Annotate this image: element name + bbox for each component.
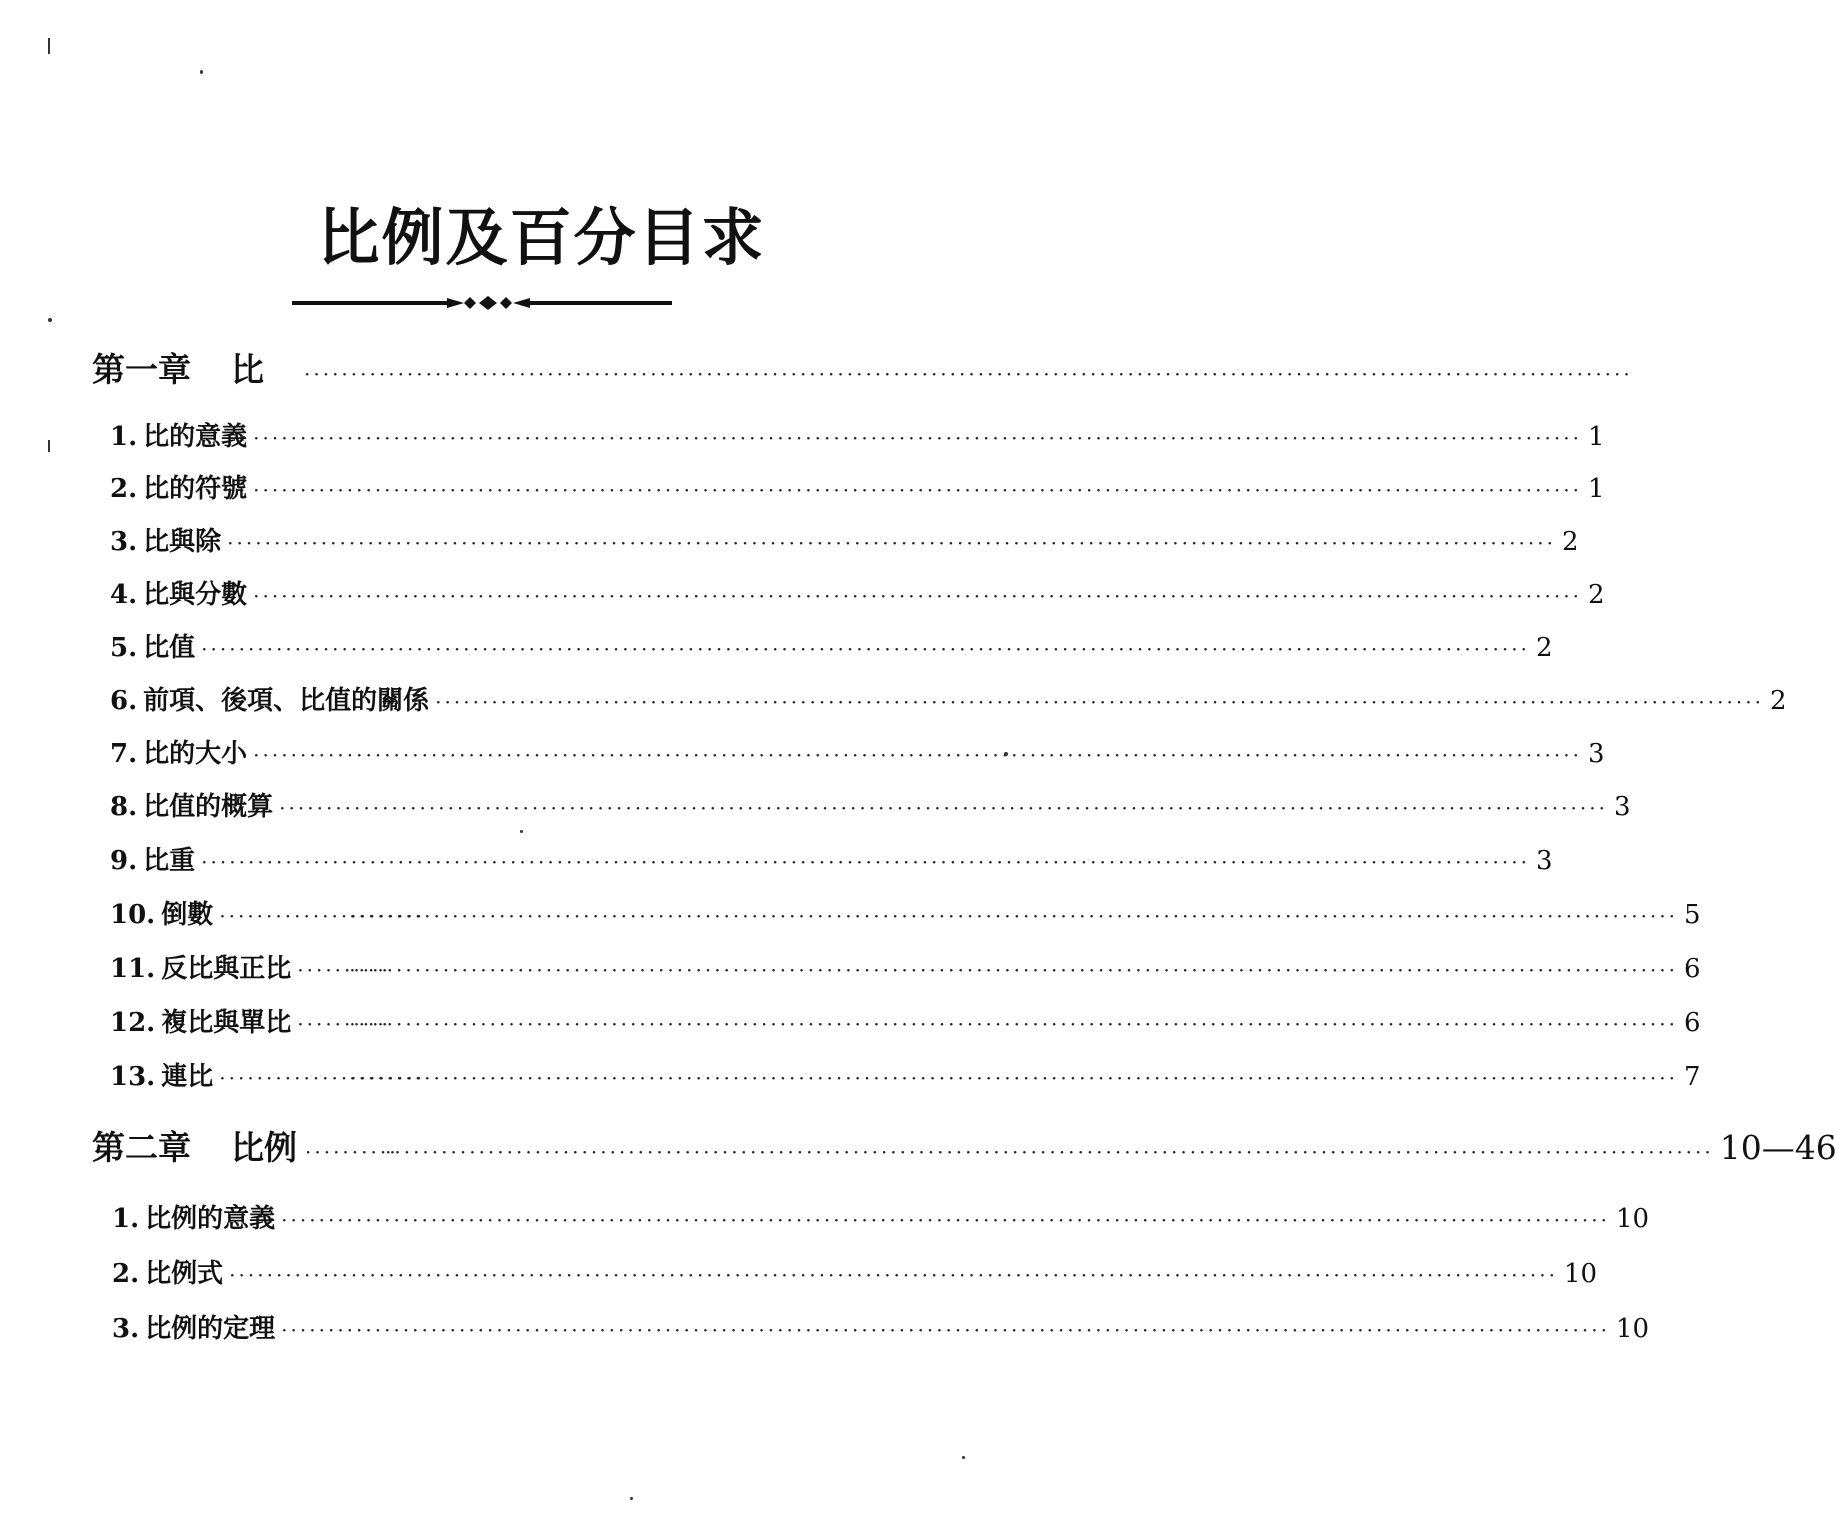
- dot-leader: [281, 1318, 1610, 1342]
- entry-text: 前項、後項、比值的關係: [143, 686, 430, 716]
- entry-page: 2: [1535, 633, 1553, 663]
- entry-text: 連比: [161, 1062, 214, 1092]
- entry-page: 7: [1684, 1062, 1701, 1092]
- entry-number: 9.: [110, 846, 138, 876]
- entry-number: 3.: [110, 527, 138, 557]
- entry-text: 比值的概算: [143, 792, 274, 822]
- entry-page: 2: [1561, 527, 1579, 557]
- entry-number: 11.: [110, 954, 156, 984]
- entry-text: 比的意義: [143, 422, 248, 452]
- entry-text: 反比與正比: [161, 954, 292, 984]
- dot-leader: [435, 690, 1764, 714]
- entry-text: 倒數: [161, 900, 214, 930]
- toc-entry: [110, 627, 1553, 664]
- dot-leader: [253, 584, 1582, 608]
- dot-leader: [304, 362, 1633, 386]
- dot-leader: [349, 1012, 1678, 1036]
- toc-entry: [110, 894, 1701, 931]
- entry-number: 1.: [110, 422, 138, 452]
- entry-number: 13.: [110, 1062, 156, 1092]
- toc-entry: [112, 1198, 1650, 1235]
- chapter-name: 比例: [231, 1128, 297, 1167]
- chapter-label: 第二章: [92, 1128, 191, 1167]
- dot-leader: [349, 1066, 1678, 1090]
- entry-number: 6.: [110, 686, 138, 716]
- entry-text: 比值: [143, 633, 196, 663]
- dot-leader: [281, 1208, 1610, 1232]
- chapter-label: 第一章: [92, 350, 191, 389]
- scan-speck: [962, 1456, 965, 1459]
- entry-number: 5.: [110, 633, 138, 663]
- entry-page: 10: [1563, 1259, 1598, 1289]
- dot-leader: [349, 958, 1678, 982]
- entry-text: 比例的定理: [145, 1314, 276, 1344]
- entry-page: 10: [1615, 1204, 1650, 1234]
- scan-speck: [630, 1497, 633, 1500]
- scan-speck: [1004, 752, 1008, 756]
- toc-entry: [112, 1253, 1598, 1290]
- scan-speck: [48, 440, 50, 452]
- dot-leader: [201, 850, 1530, 874]
- entry-text: 比與除: [143, 527, 222, 557]
- dot-leader: [227, 531, 1556, 555]
- entry-text: 比的大小: [143, 739, 248, 769]
- chapter-page-range: 10—46: [1719, 1128, 1837, 1167]
- entry-number: 2.: [110, 474, 138, 504]
- dot-leader: [253, 426, 1582, 450]
- entry-page: 10: [1615, 1314, 1650, 1344]
- entry-number: 1.: [112, 1204, 140, 1234]
- toc-entry: [112, 1308, 1650, 1345]
- dot-leader: [279, 796, 1608, 820]
- entry-number: 8.: [110, 792, 138, 822]
- entry-page: 6: [1684, 1008, 1701, 1038]
- entry-page: 1: [1587, 474, 1605, 504]
- dot-leader: [229, 1263, 1558, 1287]
- scan-speck: [200, 70, 203, 74]
- dot-leader: [385, 1140, 1714, 1164]
- toc-entry: [110, 521, 1579, 558]
- chapter-name: 比: [231, 350, 264, 389]
- dot-leader: [201, 637, 1530, 661]
- entry-number: 2.: [112, 1259, 140, 1289]
- entry-text: 比的符號: [143, 474, 248, 504]
- dot-leader: ··········: [297, 1012, 391, 1036]
- entry-text: 比例式: [145, 1259, 224, 1289]
- toc-entry: [110, 786, 1631, 823]
- toc-entry: [110, 840, 1553, 877]
- entry-page: 3: [1535, 846, 1553, 876]
- entry-page: 1: [1587, 422, 1605, 452]
- scan-speck: [520, 830, 523, 833]
- chapter-heading-2: [92, 1122, 1837, 1169]
- toc-entry: [110, 574, 1605, 611]
- toc-entry: [110, 468, 1605, 505]
- entry-number: 10.: [110, 900, 156, 930]
- toc-entry: [110, 1056, 1701, 1093]
- toc-entry: [110, 948, 1701, 985]
- dot-leader: ······················: [219, 1066, 426, 1090]
- toc-entry: [110, 416, 1605, 453]
- entry-text: 比重: [143, 846, 196, 876]
- entry-page: 6: [1684, 954, 1701, 984]
- dot-leader: [253, 743, 1582, 767]
- scan-speck: [48, 318, 52, 322]
- scan-speck: [48, 38, 50, 54]
- page-title: 比例及百分目求: [317, 201, 766, 274]
- chapter-heading-1: [92, 344, 672, 391]
- entry-number: 3.: [112, 1314, 140, 1344]
- toc-entry: [110, 733, 1605, 770]
- entry-number: 7.: [110, 739, 138, 769]
- entry-page: 2: [1769, 686, 1787, 716]
- entry-text: 比與分數: [143, 580, 248, 610]
- entry-page: 5: [1684, 900, 1701, 930]
- entry-page: 3: [1587, 739, 1605, 769]
- dot-leader: ··········: [305, 1140, 399, 1164]
- entry-number: 4.: [110, 580, 138, 610]
- dot-leader: ······················: [219, 904, 426, 928]
- entry-number: 12.: [110, 1008, 156, 1038]
- toc-entry: [110, 1002, 1701, 1039]
- entry-text: 比例的意義: [145, 1204, 276, 1234]
- title-ornament-divider: [292, 288, 672, 318]
- dot-leader: [253, 478, 1582, 502]
- dot-leader: [349, 904, 1678, 928]
- entry-page: 3: [1613, 792, 1631, 822]
- toc-entry: [110, 680, 1787, 717]
- dot-leader: ··········: [297, 958, 391, 982]
- entry-page: 2: [1587, 580, 1605, 610]
- entry-text: 複比與單比: [161, 1008, 292, 1038]
